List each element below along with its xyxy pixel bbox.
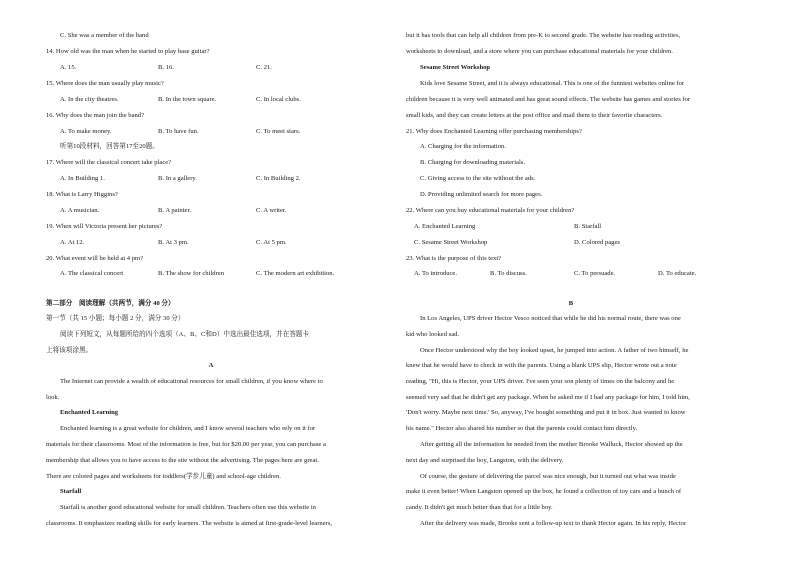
q14-option-c: C. 21. [256,64,272,71]
passage-b-line: candy. It didn't get much better than that for a little boy. [406,504,553,511]
question-21: 21. Why does Enchanted Learning offer purchasing memberships? [406,128,582,135]
passage-b-line: Once Hector understood why the boy looked upset, he jumped into action. A father of two himself, he [420,347,689,354]
q19-option-a: A. At 12. [60,239,85,246]
q21-option-c: C. Giving access to the site without the ads. [420,175,536,182]
q22-option-a: A. Enchanted Learning [414,223,476,230]
question-18: 18. What is Larry Higgins? [46,191,118,198]
q19-option-b: B. At 3 pm. [158,239,189,246]
q17-option-c: C. In Building 2. [256,175,301,182]
passage-a-label: A [208,362,214,369]
passage-a-line: children because it is very well animated and has great sound effects. The website has games and stories for [406,96,691,103]
passage-a-line: The Internet can provide a wealth of educational resources for small children, if you know where to [60,378,323,385]
passage-b-line: make it even better! When Langston opened up the box, he found a collection of toy cars and a bunch of [406,488,682,495]
passage-a-line: Kids love Sesame Street, and it is always educational. This is one of the funniest websites online for [420,80,685,87]
q21-option-a: A. Charging for the information. [420,143,506,150]
left-column [46,0,376,562]
q14-option-b: B. 16. [158,64,174,71]
q15-option-b: B. In the town square. [158,96,217,103]
q18-option-a: A. A musician. [60,207,100,214]
q19-option-c: C. At 5 pm. [256,239,287,246]
passage-a-line: Starfall is another good educational website for small children. Teachers often use this website in [60,504,316,511]
passage-b-line: reading, "Hi, this is Hector, your UPS driver. I've seen your son plenty of times on the balcony and he [406,378,675,385]
passage-b-line: Of course, the gesture of delivering the parcel was nice enough, but it turned out what was inside [420,473,676,480]
passage-a-line: membership that allows you to have access to the site without the advertising. The pages here are great. [46,457,319,464]
q20-option-c: C. The modern art exhibition. [256,270,335,277]
instructions-line-2: 上将该项涂黑。 [46,347,93,354]
q17-option-b: B. In a gallery. [158,175,197,182]
passage-b-line: 'Don't worry. Maybe next time.' So, anyway, I've bought something and put it in box. Just wanted to know [406,409,686,416]
passage-a-line: but it has tools that can help all children from pre-K to second grade. The website has reading activities, [406,32,681,39]
question-19: 19. When will Victoria present her pictures? [46,223,163,230]
q21-option-d: D. Providing unlimited search for more pages. [420,191,543,198]
passage-a-line: Enchanted learning is a great website for children, and I know several teachers who rely on it for [60,425,316,432]
passage-a-line: There are colored pages and worksheets for toddlers(学步儿童) and school-age children. [46,473,281,480]
q16-option-c: C. To meet stars. [256,128,301,135]
passage-b-line: next day and surprised the boy, Langston, with the delivery. [406,457,564,464]
q15-option-c: C. In local clubs. [256,96,301,103]
q21-option-b: B. Charging for downloading materials. [420,159,525,166]
question-20: 20. What event will be held at 4 pm? [46,255,144,262]
passage-b-line: seemed very sad that he didn't get any package. When he asked me if I had any package for him, I told him, [406,394,690,401]
question-16: 16. Why does the man join the band? [46,112,145,119]
q22-option-b: B. Starfall [574,223,602,230]
passage-b-line: In Los Angeles, UPS driver Hector Vesco noticed that while he did his normal route, there was one [420,315,681,322]
q23-option-d: D. To educate. [658,270,697,277]
section-one-heading: 第一节（共 15 小题；每小题 2 分，满分 30 分） [46,315,185,322]
q23-option-c: C. To persuade. [574,270,616,277]
q14-option-a: A. 15. [60,64,77,71]
passage-a-line: small kids, and they can create letters at the post office and mail them to their favorite characters. [406,112,663,119]
q13-option-c: C. She was a member of the band [60,32,149,39]
section-10-intro: 听第10段材料，回答第17至20题。 [60,143,159,150]
right-column [406,0,736,562]
q22-option-d: D. Colored pages [574,239,620,246]
question-17: 17. Where will the classical concert take place? [46,159,172,166]
question-23: 23. What is the purpose of this text? [406,255,502,262]
question-22: 22. Where can you buy educational materials for your children? [406,207,575,214]
passage-b-line: After getting all the information he needed from the mother Brooke Walluck, Hector showed up the [420,441,683,448]
q16-option-b: B. To have fun. [158,128,199,135]
passage-a-line: look. [46,394,60,401]
starfall-heading: Starfall [60,488,82,495]
q18-option-c: C. A writer. [256,207,287,214]
question-15: 15. Where does the man usually play music? [46,80,164,87]
q18-option-b: B. A painter. [158,207,191,214]
passage-b-line: knew that he would have to check in with the parents. Using a blank UPS slip, Hector wrote out a note [406,362,677,369]
passage-a-line: materials for their classrooms. Most of the information is free, but for $20.00 per year, you can purchase a [46,441,326,448]
passage-b-line: kid who looked sad. [406,331,460,338]
sesame-street-heading: Sesame Street Workshop [420,64,491,71]
passage-b-line: After the delivery was made, Brooke sent a follow-up text to thank Hector again. In his reply, Hector [420,520,687,527]
instructions-line-1: 阅读下列短文，从每题所给的四个选项（A、B、C和D）中选出最佳选项，并在答题卡 [60,331,310,338]
q22-option-c: C. Sesame Street Workshop [414,239,488,246]
passage-b-label: B [568,300,574,307]
passage-a-line: worksheets to download, and a store where you can purchase educational materials for your children. [406,48,673,55]
q20-option-b: B. The show for children [158,270,224,277]
q16-option-a: A. To make money. [60,128,112,135]
q17-option-a: A. In Building 1. [60,175,105,182]
q20-option-a: A. The classical concert [60,270,124,277]
enchanted-learning-heading: Enchanted Learning [60,409,119,416]
q23-option-b: B. To discuss. [490,270,527,277]
q23-option-a: A. To introduce. [414,270,458,277]
question-14: 14. How old was the man when he started to play base guitar? [46,48,210,55]
passage-b-line: his name." Hector also shared his number so that the parents could contact him directly. [406,425,638,432]
passage-a-line: classrooms. It emphasizes reading skills for early learners. The website is aimed at first-grade-level learners, [46,520,333,527]
part-two-heading: 第二部分 阅读理解（共两节，满分 40 分） [46,300,175,307]
q15-option-a: A. In the city theatres. [60,96,119,103]
